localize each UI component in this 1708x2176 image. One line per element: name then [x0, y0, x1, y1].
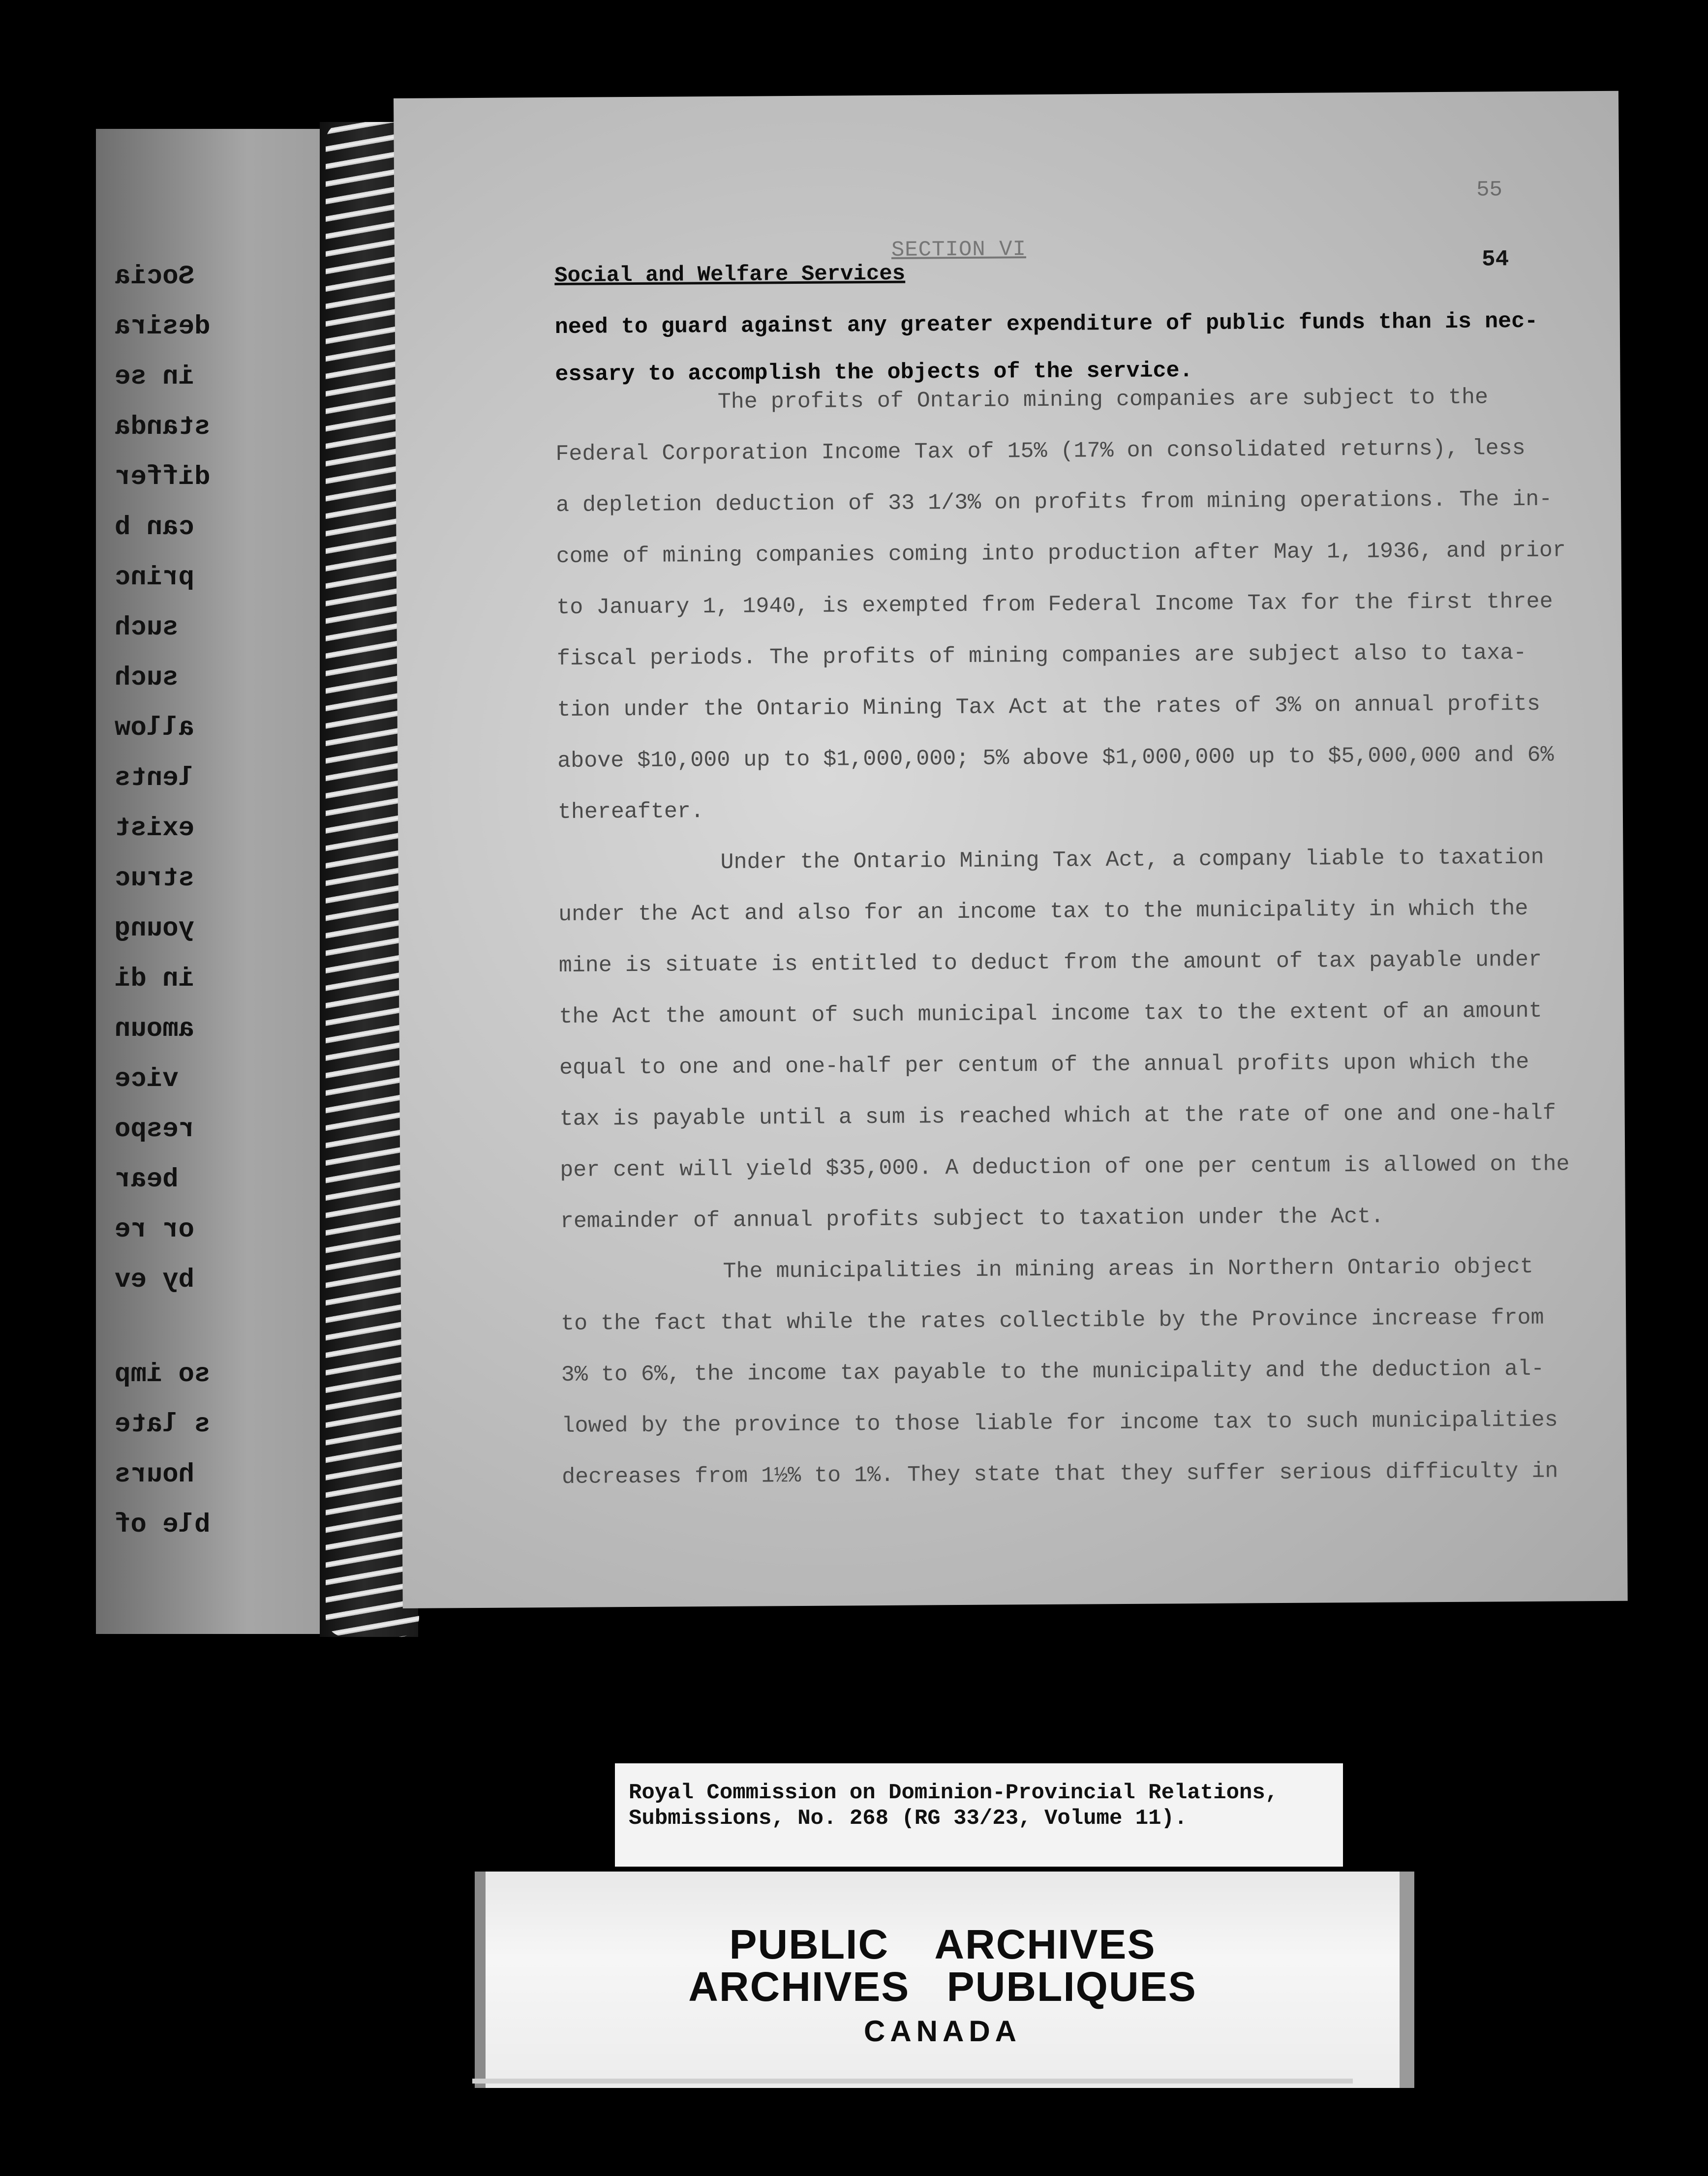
- page-number: 54: [1481, 246, 1509, 272]
- paragraph-1-line: to January 1, 1940, is exempted from Federal Income Tax for the first three: [556, 589, 1553, 620]
- left-fragment-line: desira: [115, 312, 211, 342]
- citation-label: [615, 1763, 1343, 1867]
- left-fragment-line: such: [115, 613, 179, 643]
- paragraph-1-line: a depletion deduction of 33 1/3% on profits from mining operations. The in-: [555, 486, 1553, 518]
- left-page-text-fragments: [115, 252, 302, 1550]
- paragraph-1-line: The profits of Ontario mining companies are subject to the: [717, 385, 1489, 415]
- left-fragment-line: respo: [115, 1115, 195, 1145]
- left-fragment-line: such: [115, 663, 179, 693]
- paragraph-2-line: Under the Ontario Mining Tax Act, a company liable to taxation: [720, 845, 1544, 875]
- paragraph-3-line: decreases from 1½% to 1%. They state that they suffer serious difficulty in: [561, 1458, 1558, 1490]
- paragraph-1-line: above $10,000 up to $1,000,000; 5% above $1,000,000 up to $5,000,000 and 6%: [557, 742, 1554, 774]
- left-fragment-line: young: [115, 914, 195, 944]
- left-fragment-line: in se: [115, 362, 195, 392]
- paragraph-1-line: come of mining companies coming into production after May 1, 1936, and prior: [556, 538, 1566, 569]
- carry-over-line: essary to accomplish the objects of the service.: [555, 358, 1193, 388]
- left-fragment-line: exist: [115, 814, 195, 844]
- left-fragment-line: so imp: [115, 1360, 211, 1390]
- paragraph-2-line: under the Act and also for an income tax to the municipality in which the: [558, 896, 1528, 927]
- paragraph-1-line: tion under the Ontario Mining Tax Act at the rates of 3% on annual profits: [557, 691, 1541, 723]
- paragraph-2-line: tax is payable until a sum is reached which at the rate of one and one-half: [559, 1100, 1556, 1132]
- body-text: [555, 371, 1605, 1503]
- archives-label-baseline: [472, 2079, 1353, 2084]
- paragraph-2-line: the Act the amount of such municipal income tax to the extent of an amount: [559, 998, 1542, 1029]
- paragraph-3-line: The municipalities in mining areas in Northern Ontario object: [723, 1254, 1533, 1284]
- citation-line-1: Royal Commission on Dominion-Provincial Relations,: [629, 1781, 1279, 1805]
- section-label: SECTION VI: [891, 237, 1027, 263]
- left-fragment-line: ble of: [115, 1510, 211, 1540]
- paragraph-1-line: fiscal periods. The profits of mining companies are subject also to taxa-: [556, 640, 1527, 671]
- running-head: Social and Welfare Services: [554, 261, 906, 289]
- left-fragment-line: allow: [115, 713, 195, 743]
- left-fragment-line: differ: [115, 462, 211, 492]
- paragraph-2-line: remainder of annual profits subject to taxation under the Act.: [560, 1204, 1384, 1234]
- left-fragment-line: can b: [115, 513, 195, 543]
- left-fragment-line: by ev: [115, 1265, 195, 1295]
- public-archives-label: [475, 1872, 1414, 2088]
- left-fragment-line: vice: [115, 1064, 179, 1094]
- paragraph-2-line: equal to one and one-half per centum of the annual profits upon which the: [559, 1049, 1529, 1081]
- paragraph-3-line: 3% to 6%, the income tax payable to the municipality and the deduction al-: [561, 1356, 1545, 1388]
- main-document-page: [394, 91, 1628, 1608]
- left-fragment-line: princ: [115, 563, 195, 593]
- paragraph-1-line: thereafter.: [557, 799, 704, 825]
- left-fragment-line: bear: [115, 1165, 179, 1195]
- carry-over-line: need to guard against any greater expenditure of public funds than is nec-: [554, 308, 1538, 340]
- left-fragment-line: s late: [115, 1410, 211, 1440]
- paragraph-1-line: Federal Corporation Income Tax of 15% (17% on consolidated returns), less: [555, 435, 1525, 467]
- archives-line-french: ARCHIVES PUBLIQUES: [688, 1964, 1197, 2010]
- left-fragment-line: lents: [115, 763, 195, 793]
- left-fragment-line: or re: [115, 1215, 195, 1245]
- archives-line-country: CANADA: [864, 2015, 1021, 2048]
- paragraph-3-line: lowed by the province to those liable for income tax to such municipalities: [561, 1407, 1558, 1439]
- page-number-top: 55: [1476, 178, 1503, 203]
- paragraph-3-line: to the fact that while the rates collectible by the Province increase from: [561, 1305, 1544, 1336]
- left-fragment-line: in di: [115, 964, 195, 994]
- left-fragment-line: struc: [115, 864, 195, 894]
- left-fragment-line: amoun: [115, 1014, 195, 1044]
- paragraph-2-line: mine is situate is entitled to deduct from the amount of tax payable under: [558, 947, 1542, 978]
- left-fragment-line: Socia: [115, 262, 195, 292]
- citation-line-2: Submissions, No. 268 (RG 33/23, Volume 11).: [629, 1806, 1188, 1831]
- paragraph-2-line: per cent will yield $35,000. A deduction of one per centum is allowed on the: [560, 1151, 1570, 1183]
- left-fragment-line: hours: [115, 1460, 195, 1490]
- left-fragment-gap: [115, 1305, 302, 1350]
- left-fragment-line: standa: [115, 412, 211, 442]
- archives-line-english: PUBLIC ARCHIVES: [729, 1921, 1156, 1967]
